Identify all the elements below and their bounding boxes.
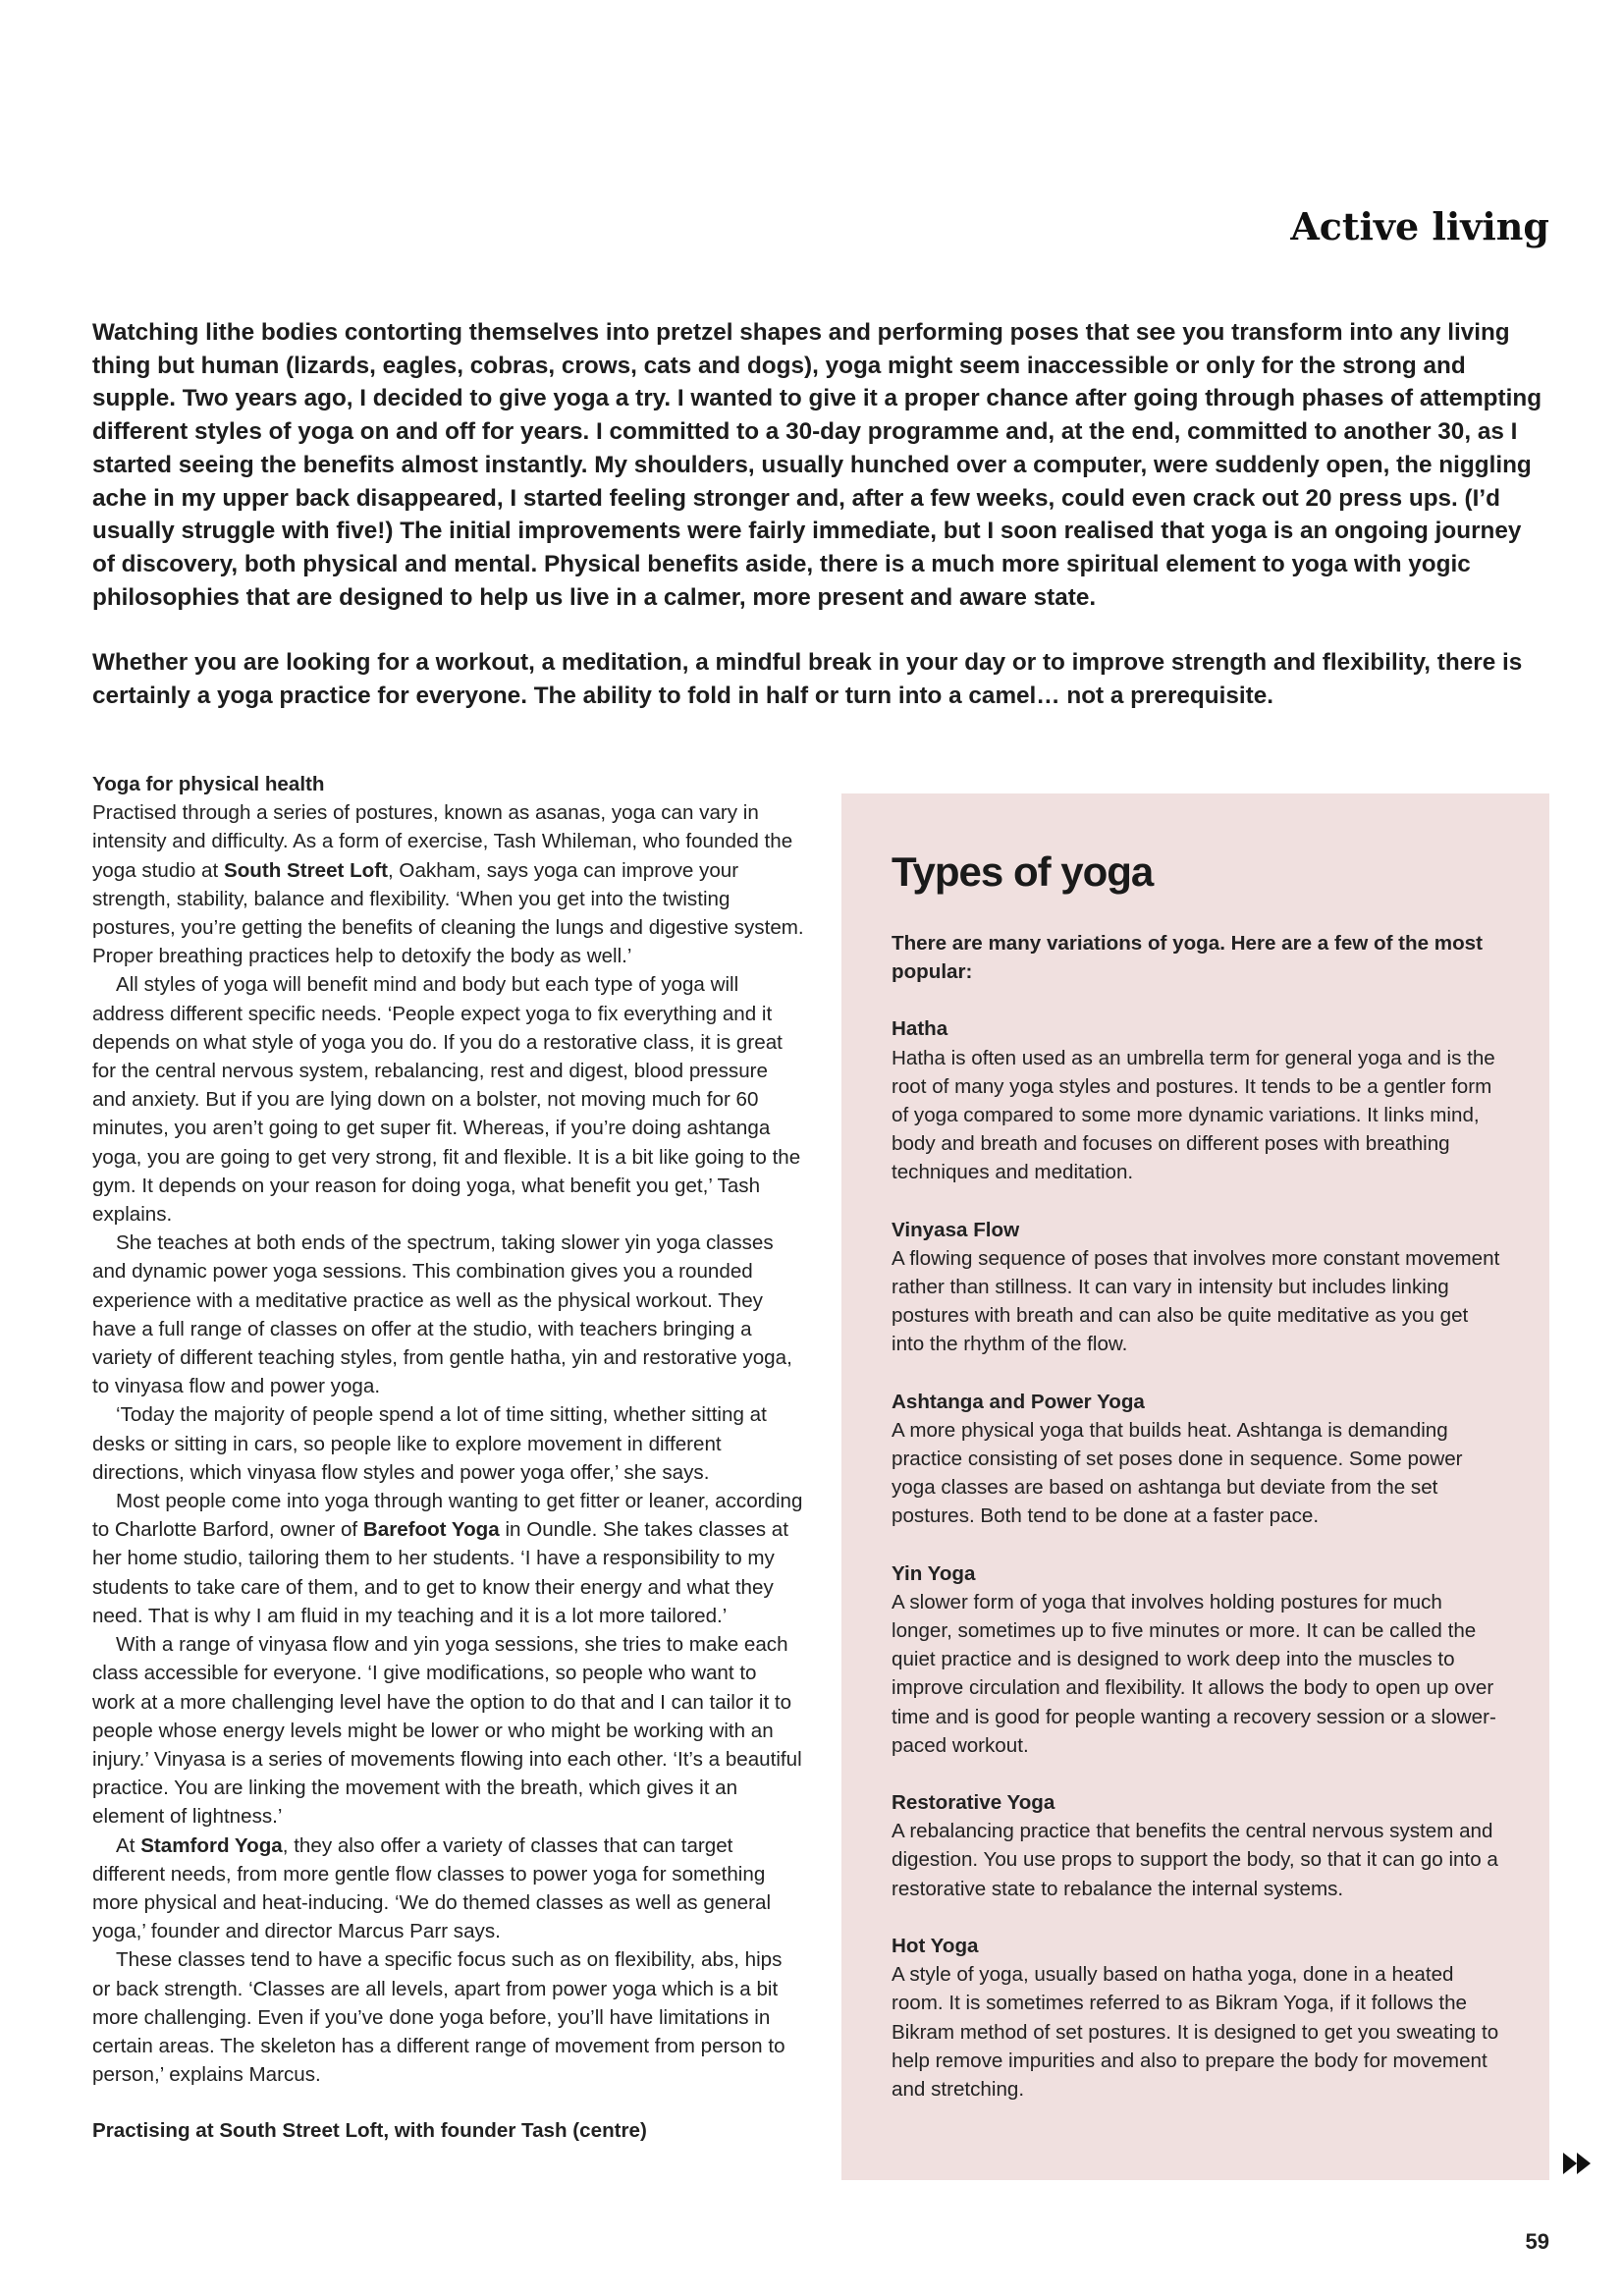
page-number: 59	[1525, 2229, 1549, 2254]
yoga-type-desc: A flowing sequence of poses that involves more constant movement rather than stillness. It can vary in intensity but includes linking postures with breath and can also be quite meditative as you get into the rhythm of the flow.	[892, 1246, 1500, 1356]
article-paragraph: These classes tend to have a specific focus such as on flexibility, abs, hips or back strength. ‘Classes are all levels, apart from power yoga which is a bit more challenging. Even if you’ve done yoga before, you’ll have limitations in certain areas. The skeleton has a different range of movement from person to person,’ explains Marcus.	[92, 1948, 785, 2087]
yoga-type-name: Restorative Yoga	[892, 1791, 1055, 1815]
yoga-type-desc: Hatha is often used as an umbrella term for general yoga and is the root of many yoga styles and postures. It tends to be a gentler form of yoga compared to some more dynamic variations. It links mind, body and breath and focuses on different poses with breathing techniques and meditation.	[892, 1046, 1495, 1184]
photo-caption: Practising at South Street Loft, with founder Tash (centre)	[92, 2119, 647, 2143]
intro	[92, 316, 1543, 713]
yoga-type-desc: A rebalancing practice that benefits the central nervous system and digestion. You use props to support the body, so that it can go into a restorative state to rebalance the internal systems.	[892, 1820, 1498, 1900]
yoga-type	[892, 1014, 1500, 1186]
yoga-type-name: Yin Yoga	[892, 1561, 976, 1585]
sidebar-lead: There are many variations of yoga. Here are a few of the most popular:	[892, 932, 1483, 984]
yoga-type-desc: A more physical yoga that builds heat. Ashtanga is demanding practice consisting of set poses done in sequence. Some power yoga classes are based on ashtanga but deviate from the set postures. Both tend to be done at a faster pace.	[892, 1418, 1463, 1528]
yoga-type-name: Vinyasa Flow	[892, 1218, 1020, 1241]
yoga-type	[892, 1559, 1500, 1760]
yoga-type	[892, 1932, 1500, 2104]
article-paragraph: Most people come into yoga through wanting to get fitter or leaner, according to Charlotte Barford, owner of Barefoot Yoga in Oundle. She takes classes at her home studio, tailoring them to her students. ‘I have a responsibility to my students to take care of them, and to get to know their energy and what they need. That is why I am fluid in my teaching and it is a lot more tailored.’	[92, 1490, 803, 1627]
section-title: Active living	[1290, 204, 1549, 248]
article-paragraph: With a range of vinyasa flow and yin yoga sessions, she tries to make each class accessible for everyone. ‘I give modifications, so people who want to work at a more challenging level have the option to do that and I can tailor it to people whose energy levels might be lower or who might be working with an injury.’ Vinyasa is a series of movements flowing into each other. ‘It’s a beautiful practice. You are linking the movement with the breath, which gives it an element of lightness.’	[92, 1633, 802, 1829]
article-column	[92, 770, 804, 2146]
yoga-type	[892, 1388, 1500, 1531]
article-paragraph: All styles of yoga will benefit mind and body but each type of yoga will address different specific needs. ‘People expect yoga to fix everything and it depends on what style of yoga you do. If you do a restorative class, it is great for the central nervous system, rebalancing, rest and digest, blood pressure and anxiety. But if you are lying down on a bolster, not moving much for 60 minutes, you aren’t going to get super fit. Whereas, if you’re doing ashtanga yoga, you are going to get very strong, fit and flexible. It is a bit like going to the gym. It depends on your reason for doing yoga, what benefit you get,’ Tash explains.	[92, 973, 801, 1227]
article-paragraph: She teaches at both ends of the spectrum, taking slower yin yoga classes and dynamic power yoga sessions. This combination gives you a rounded experience with a meditative practice as well as the physical workout. They have a full range of classes on offer at the studio, with teachers bringing a variety of different teaching styles, from gentle hatha, yin and restorative yoga, to vinyasa flow and power yoga.	[92, 1231, 792, 1398]
types-of-yoga-box	[841, 793, 1549, 2180]
yoga-type	[892, 1216, 1500, 1359]
intro-paragraph: Watching lithe bodies contorting themselves into pretzel shapes and performing poses that see you transform into any living thing but human (lizards, eagles, cobras, crows, cats and dogs), yoga might seem inaccessible or only for the strong and supple. Two years ago, I decided to give yoga a try. I wanted to give it a proper chance after going through phases of attempting different styles of yoga on and off for years. I committed to a 30-day programme and, at the end, committed to another 30, as I started seeing the benefits almost instantly. My shoulders, usually hunched over a computer, were suddenly open, the niggling ache in my upper back disappeared, I started feeling stronger and, after a few weeks, could even crack out 20 press ups. (I’d usually struggle with five!) The initial improvements were fairly immediate, but I soon realised that yoga is an ongoing journey of discovery, both physical and mental. Physical benefits aside, there is a much more spiritual element to yoga with yogic philosophies that are designed to help us live in a calmer, more present and aware state.	[92, 319, 1542, 611]
yoga-type-name: Hot Yoga	[892, 1934, 979, 1957]
sidebar-title: Types of yoga	[892, 848, 1154, 895]
yoga-type	[892, 1788, 1500, 1903]
fast-forward-icon	[1563, 2153, 1593, 2179]
intro-paragraph: Whether you are looking for a workout, a meditation, a mindful break in your day or to improve strength and flexibility, there is certainly a yoga practice for everyone. The ability to fold in half or turn into a camel… not a prerequisite.	[92, 649, 1523, 710]
article-paragraph: ‘Today the majority of people spend a lot of time sitting, whether sitting at desks or sitting in cars, so people like to explore movement in different directions, which vinyasa flow styles and power yoga offer,’ she says.	[92, 1403, 767, 1484]
studio-name: Stamford Yoga	[140, 1833, 283, 1857]
article-heading: Yoga for physical health	[92, 773, 325, 795]
studio-name: Barefoot Yoga	[362, 1518, 500, 1542]
yoga-type-name: Ashtanga and Power Yoga	[892, 1390, 1145, 1413]
studio-name: South Street Loft	[223, 858, 388, 882]
article-paragraph: At Stamford Yoga, they also offer a variety of classes that can target different needs, from more gentle flow classes to power yoga for something more physical and heat-inducing. ‘We do themed classes as well as general yoga,’ founder and director Marcus Parr says.	[92, 1833, 772, 1943]
yoga-type-name: Hatha	[892, 1017, 948, 1041]
yoga-type-desc: A slower form of yoga that involves holding postures for much longer, sometimes up to five minutes or more. It can be called the quiet practice and is designed to work deep into the muscles to improve circulation and flexibility. It allows the body to open up over time and is good for people wanting a recovery session or a slower-paced workout.	[892, 1590, 1496, 1757]
article-paragraph: Practised through a series of postures, known as asanas, yoga can vary in intensity and difficulty. As a form of exercise, Tash Whileman, who founded the yoga studio at South Street Loft, Oakham, says yoga can improve your strength, stability, balance and flexibility. ‘When you get into the twisting postures, you’re getting the benefits of cleaning the lungs and digestive system. Proper breathing practices help to detoxify the body as well.’	[92, 801, 804, 968]
yoga-type-desc: A style of yoga, usually based on hatha yoga, done in a heated room. It is sometimes referred to as Bikram Yoga, if it follows the Bikram method of set postures. It is designed to get you sweating to help remove impurities and also to prepare the body for movement and stretching.	[892, 1963, 1499, 2101]
